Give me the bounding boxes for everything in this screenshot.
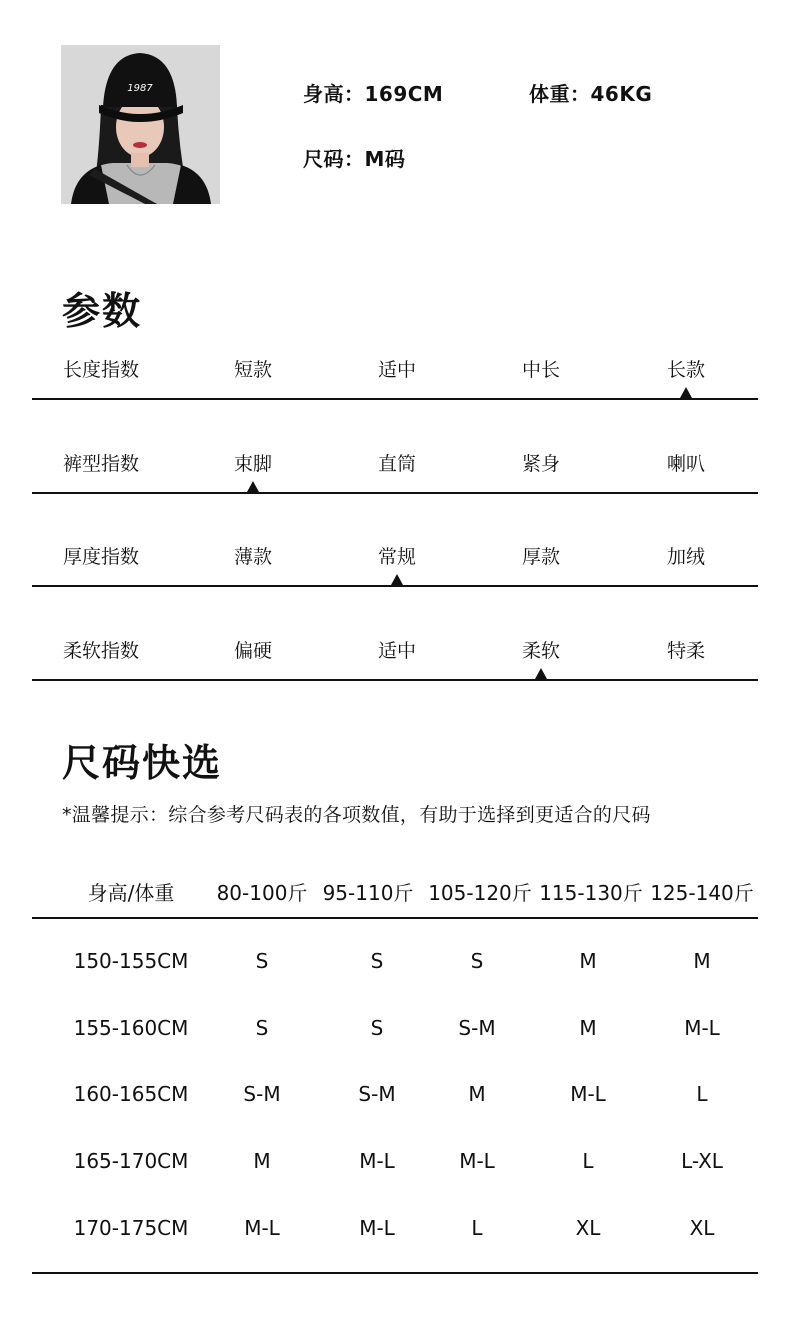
selected-marker-icon	[247, 481, 259, 492]
param-option: 短款	[233, 359, 273, 381]
param-row-thickness	[32, 493, 758, 587]
table-cell: L-XL	[681, 1149, 723, 1173]
param-option: 紧身	[521, 453, 561, 475]
table-header-cell: 80-100斤	[216, 881, 308, 905]
selected-marker-icon	[680, 387, 692, 398]
table-cell: M	[253, 1149, 271, 1173]
table-cell: M-L	[570, 1082, 606, 1106]
table-cell-height: 150-155CM	[73, 949, 189, 973]
param-option: 直筒	[377, 453, 417, 475]
table-cell: S-M	[243, 1082, 281, 1106]
table-cell: M-L	[459, 1149, 495, 1173]
selected-marker-icon	[391, 574, 403, 585]
table-cell-height: 160-165CM	[73, 1082, 189, 1106]
param-label: 裤型指数	[63, 453, 140, 475]
table-cell: S-M	[358, 1082, 396, 1106]
size-guide-title: 尺码快选	[62, 741, 223, 785]
table-cell: L	[471, 1216, 483, 1240]
param-option: 适中	[377, 640, 417, 662]
table-bottom-divider	[32, 1272, 758, 1274]
table-cell: S	[255, 949, 269, 973]
table-cell: M-L	[244, 1216, 280, 1240]
model-weight: 体重：46KG	[529, 82, 653, 106]
table-cell: S	[255, 1016, 269, 1040]
table-header-divider	[32, 917, 758, 919]
param-option: 偏硬	[233, 640, 273, 662]
param-row-pants-shape	[32, 400, 758, 494]
table-cell: M-L	[684, 1016, 720, 1040]
table-cell: S	[370, 1016, 384, 1040]
table-header-cell: 125-140斤	[650, 881, 754, 905]
param-option: 中长	[521, 359, 561, 381]
table-cell: M	[693, 949, 711, 973]
table-cell: M-L	[359, 1216, 395, 1240]
param-label: 柔软指数	[63, 640, 140, 662]
param-row-softness	[32, 587, 758, 681]
table-header-cell: 105-120斤	[428, 881, 532, 905]
param-option: 长款	[666, 359, 706, 381]
param-option: 适中	[377, 359, 417, 381]
param-row-length	[32, 306, 758, 400]
table-cell: S	[370, 949, 384, 973]
param-option: 厚款	[521, 546, 561, 568]
table-cell: S	[470, 949, 484, 973]
param-label: 厚度指数	[63, 546, 140, 568]
size-guide-tip: *温馨提示：综合参考尺码表的各项数值，有助于选择到更适合的尺码	[62, 804, 651, 826]
table-header-cell: 115-130斤	[539, 881, 643, 905]
table-cell-height: 155-160CM	[73, 1016, 189, 1040]
selected-marker-icon	[535, 668, 547, 679]
table-cell-height: 165-170CM	[73, 1149, 189, 1173]
model-height: 身高：169CM	[303, 82, 444, 106]
params-title: 参数	[62, 289, 143, 333]
model-size: 尺码：M码	[303, 147, 406, 171]
table-cell: S-M	[458, 1016, 496, 1040]
param-option: 束脚	[233, 453, 273, 475]
table-cell: M	[579, 949, 597, 973]
table-cell: L	[696, 1082, 708, 1106]
row-divider	[32, 679, 758, 681]
param-label: 长度指数	[63, 359, 140, 381]
param-option: 喇叭	[666, 453, 706, 475]
cap-logo: 1987	[127, 83, 153, 94]
table-cell: M	[579, 1016, 597, 1040]
param-option: 特柔	[666, 640, 706, 662]
param-option: 常规	[377, 546, 417, 568]
table-cell: L	[582, 1149, 594, 1173]
table-cell: XL	[575, 1216, 601, 1240]
param-option: 加绒	[666, 546, 706, 568]
table-cell-height: 170-175CM	[73, 1216, 189, 1240]
table-cell: XL	[689, 1216, 715, 1240]
table-header-cell: 95-110斤	[322, 881, 414, 905]
param-option: 薄款	[233, 546, 273, 568]
table-cell: M-L	[359, 1149, 395, 1173]
table-cell: M	[468, 1082, 486, 1106]
table-header-cell: 身高/体重	[87, 881, 175, 905]
param-option: 柔软	[521, 640, 561, 662]
model-photo	[61, 45, 220, 204]
